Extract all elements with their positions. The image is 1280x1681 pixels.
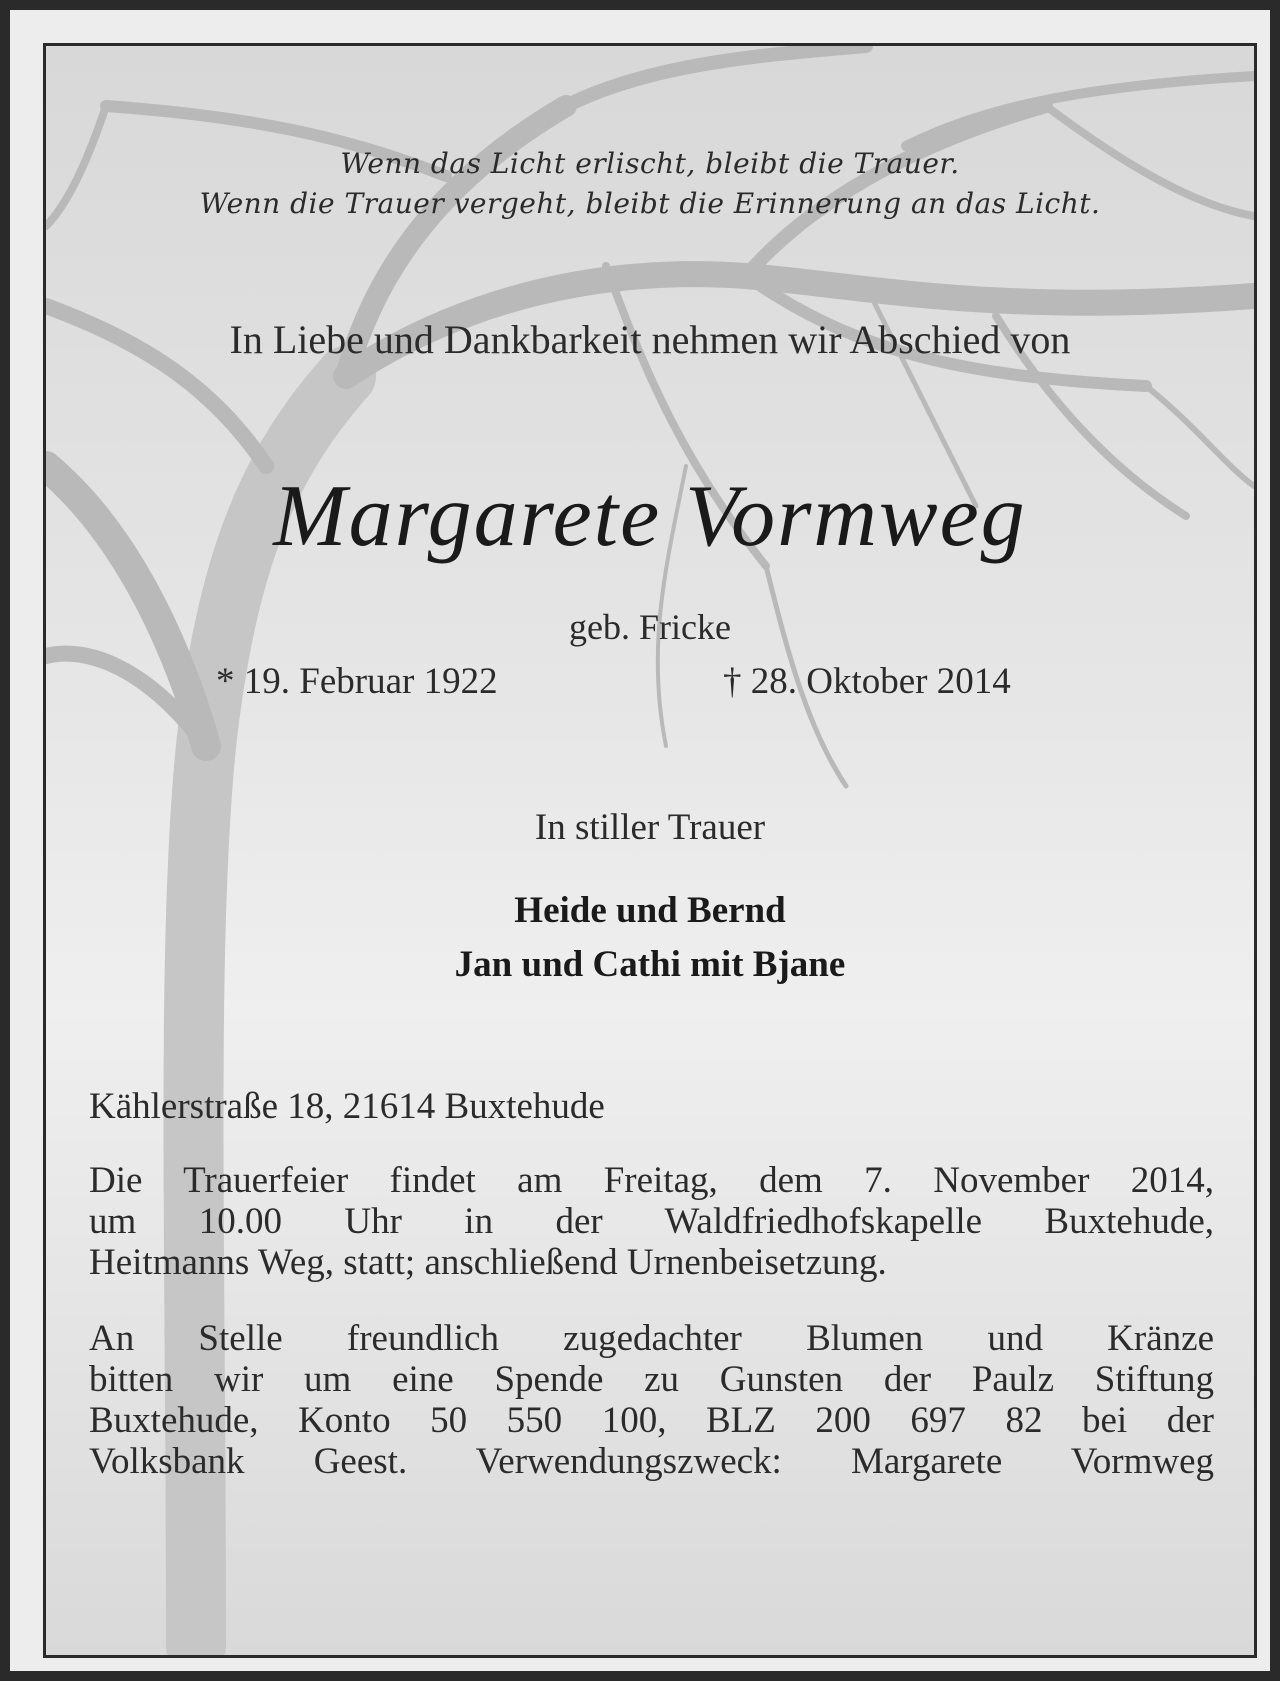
motto-line-2: Wenn die Trauer vergeht, bleibt die Erinnerung an das Licht. [199,187,1101,220]
obituary-panel [43,43,1257,1658]
donation-line-2: bitten wir um eine Spende zu Gunsten der Paulz Stiftung [89,1359,1214,1400]
ceremony-line-3: Heitmanns Weg, statt; anschließend Urnenbeisetzung. [89,1242,887,1283]
mourning-heading: In stiller Trauer [534,807,766,848]
address: Kählerstraße 18, 21614 Buxtehude [89,1086,605,1127]
donation-line-4: Volksbank Geest. Verwendungszweck: Margarete Vormweg [89,1441,1214,1482]
motto-line-1: Wenn das Licht erlischt, bleibt die Trauer. [340,147,960,180]
obituary-content [46,46,1254,1655]
donation-line-3: Buxtehude, Konto 50 550 100, BLZ 200 697 82 bei der [89,1400,1214,1441]
donation-line-1: An Stelle freundlich zugedachter Blumen und Kränze [89,1318,1214,1359]
deceased-name: Margarete Vormweg [273,468,1027,565]
birth-name: geb. Fricke [569,607,731,647]
family-line-2: Jan und Cathi mit Bjane [454,944,846,985]
ceremony-line-1: Die Trauerfeier findet am Freitag, dem 7. November 2014, [89,1160,1214,1201]
birth-date: * 19. Februar 1922 [216,661,498,702]
death-date: † 28. Oktober 2014 [723,661,1011,702]
ceremony-line-2: um 10.00 Uhr in der Waldfriedhofskapelle Buxtehude, [89,1201,1214,1242]
family-line-1: Heide und Bernd [514,890,786,931]
farewell-intro: In Liebe und Dankbarkeit nehmen wir Abschied von [229,317,1071,362]
